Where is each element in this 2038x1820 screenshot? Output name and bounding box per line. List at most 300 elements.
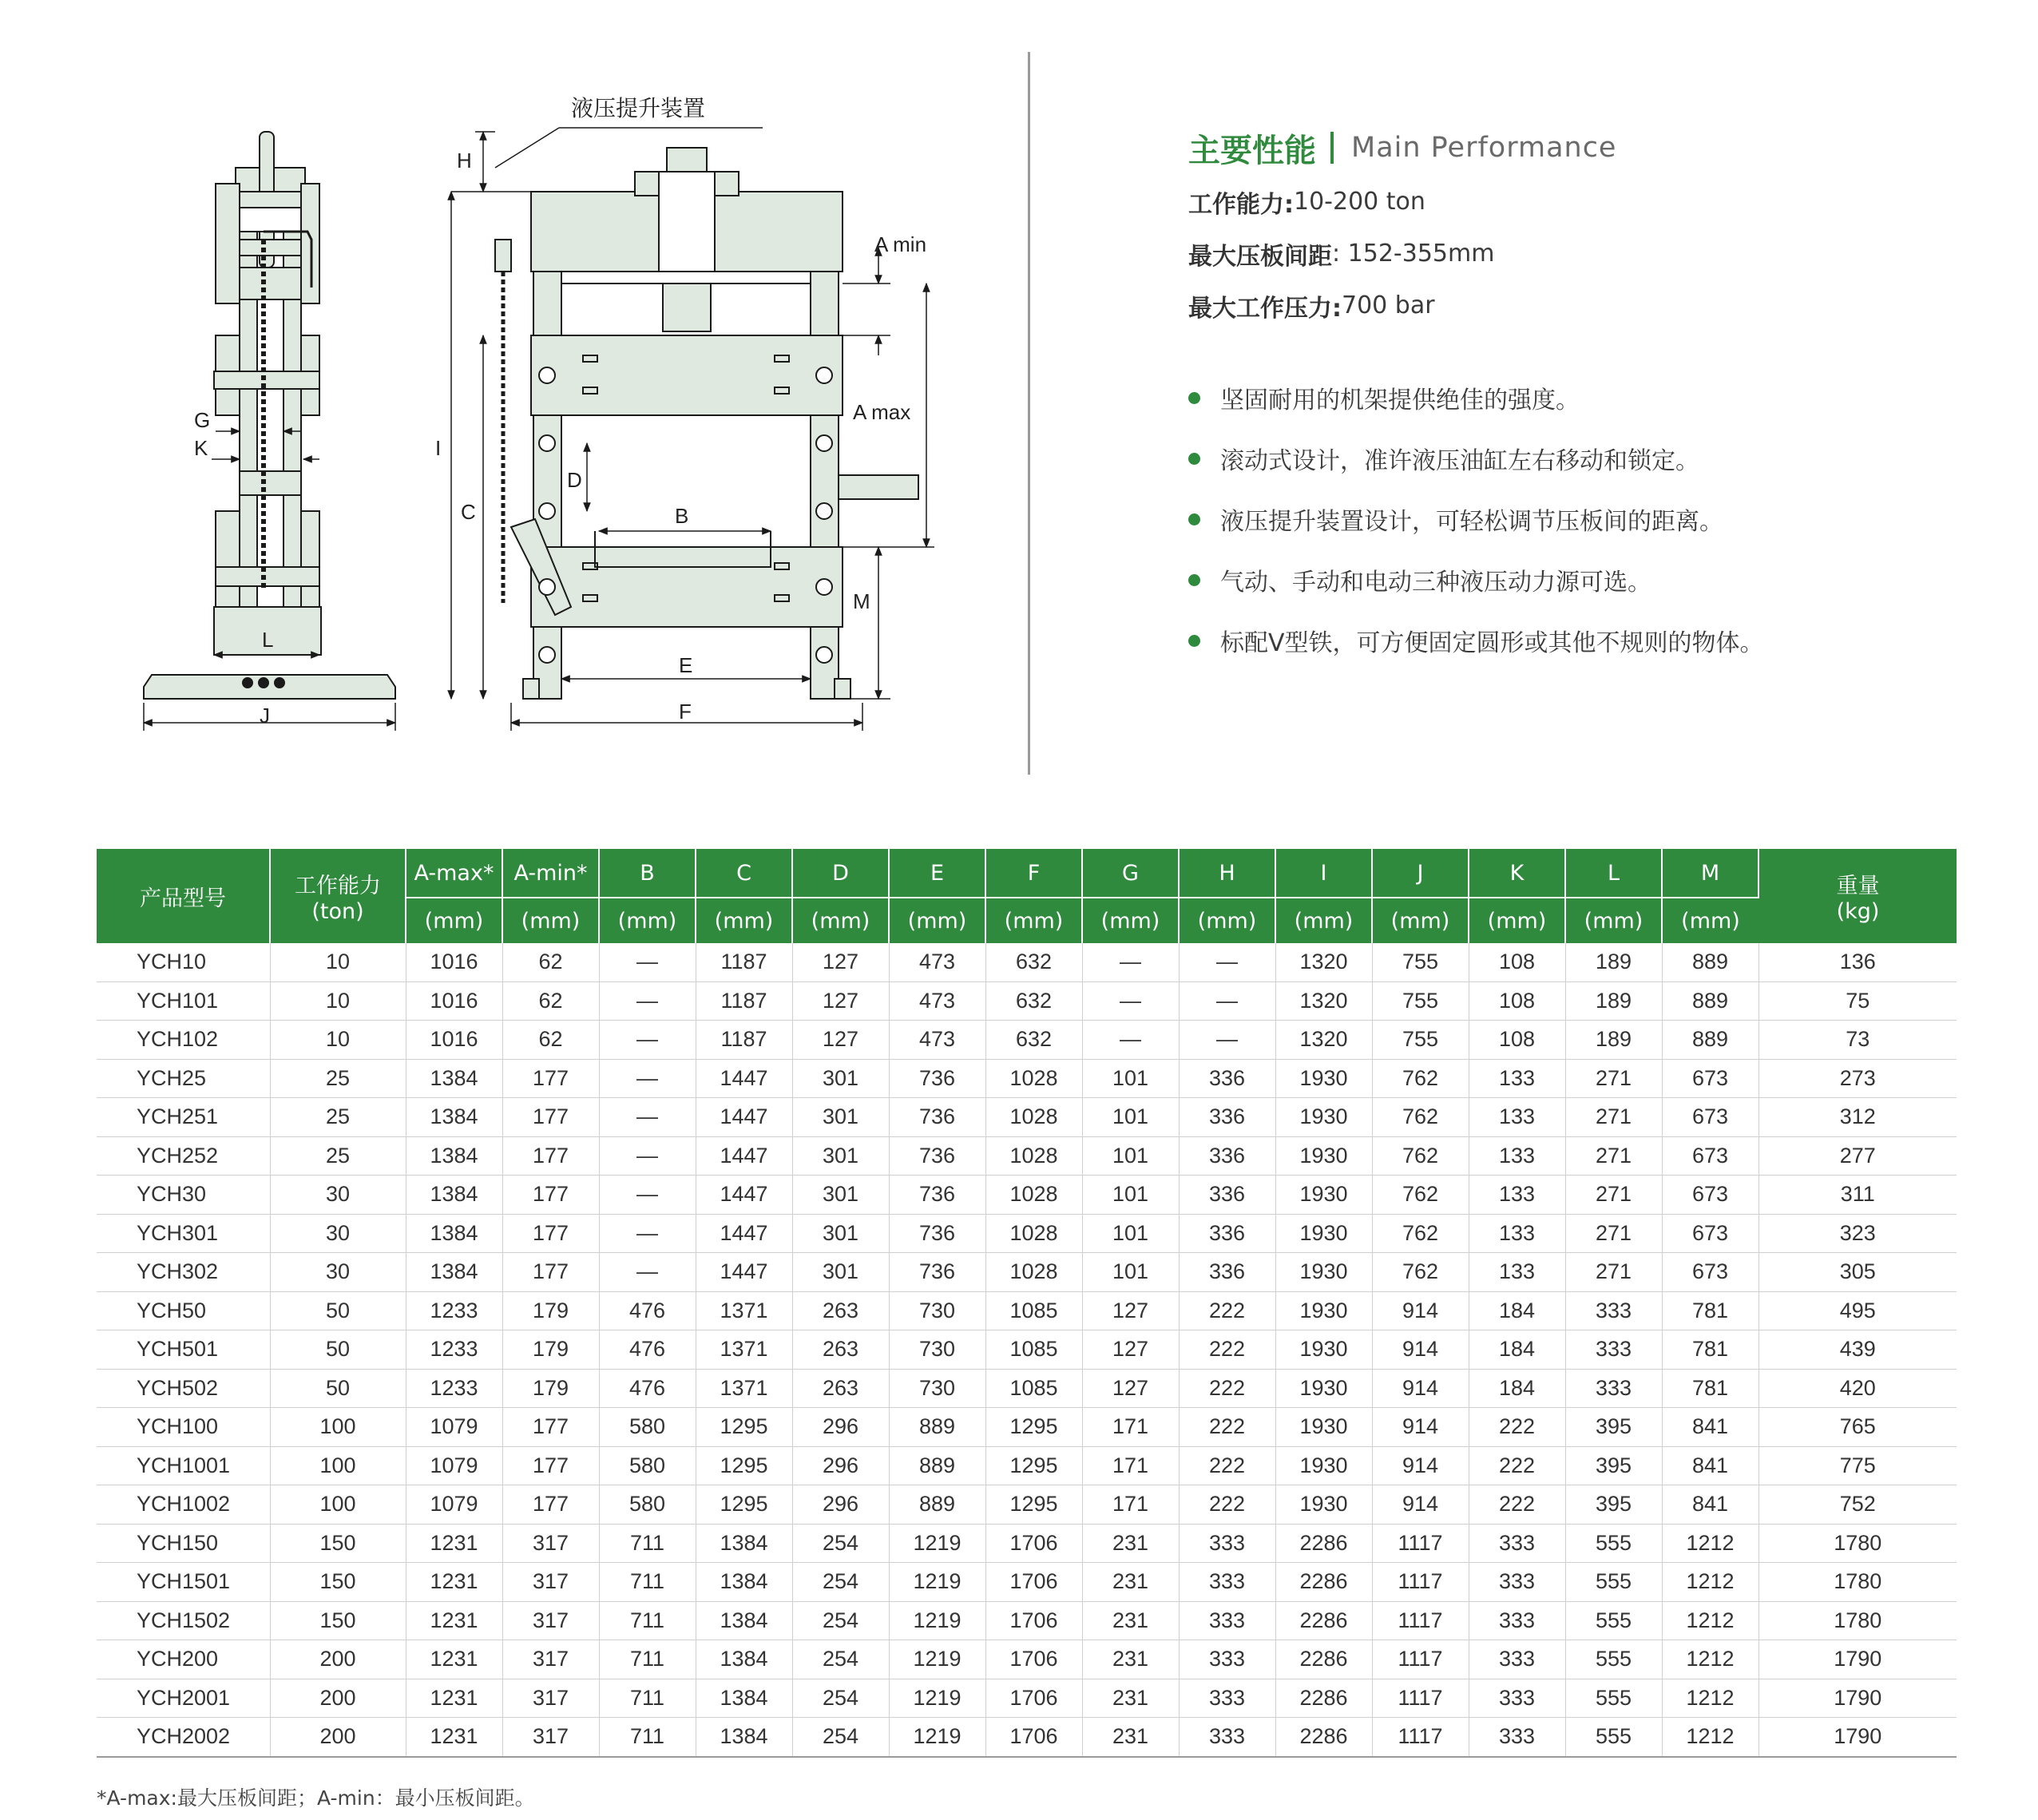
- table-cell: 177: [502, 1446, 599, 1485]
- table-cell: 711: [599, 1563, 696, 1602]
- table-cell: 1231: [406, 1601, 502, 1640]
- table-cell: —: [599, 1214, 696, 1253]
- header-unit: (mm): [696, 898, 792, 943]
- header-col-amax: A-max*: [406, 849, 502, 898]
- table-cell: 177: [502, 1214, 599, 1253]
- table-cell: 25: [270, 1059, 406, 1098]
- table-cell: 755: [1372, 1021, 1469, 1060]
- table-cell: 1212: [1662, 1524, 1758, 1563]
- table-cell: YCH10: [97, 943, 270, 981]
- table-cell: 1706: [985, 1524, 1082, 1563]
- header-col-d: D: [792, 849, 889, 898]
- table-cell: —: [599, 1098, 696, 1137]
- table-cell: 336: [1179, 1136, 1275, 1176]
- table-cell: 271: [1565, 1176, 1662, 1215]
- table-cell: 62: [502, 981, 599, 1021]
- header-col-k: K: [1469, 849, 1565, 898]
- table-cell: 841: [1662, 1485, 1758, 1525]
- table-cell: 1295: [696, 1485, 792, 1525]
- header-weight-unit: (kg): [1836, 899, 1880, 924]
- table-cell: 1295: [696, 1408, 792, 1447]
- table-cell: 673: [1662, 1253, 1758, 1292]
- table-cell: 736: [889, 1136, 985, 1176]
- table-cell: 336: [1179, 1176, 1275, 1215]
- table-cell: 75: [1758, 981, 1957, 1021]
- table-cell: 222: [1469, 1485, 1565, 1525]
- table-cell: 231: [1082, 1563, 1179, 1602]
- table-cell: 476: [599, 1330, 696, 1370]
- table-cell: 841: [1662, 1446, 1758, 1485]
- table-cell: 495: [1758, 1291, 1957, 1330]
- table-cell: 177: [502, 1176, 599, 1215]
- table-cell: 1231: [406, 1718, 502, 1757]
- header-unit: (mm): [889, 898, 985, 943]
- table-cell: 323: [1758, 1214, 1957, 1253]
- table-cell: YCH150: [97, 1524, 270, 1563]
- table-cell: 1790: [1758, 1640, 1957, 1679]
- table-cell: 1447: [696, 1176, 792, 1215]
- table-cell: 914: [1372, 1408, 1469, 1447]
- table-row: [97, 1059, 1957, 1098]
- table-cell: 914: [1372, 1446, 1469, 1485]
- table-cell: 200: [270, 1679, 406, 1718]
- table-cell: 1930: [1275, 1176, 1372, 1215]
- table-cell: 136: [1758, 943, 1957, 981]
- table-cell: 1016: [406, 981, 502, 1021]
- table-cell: 1384: [696, 1640, 792, 1679]
- table-cell: —: [1082, 1021, 1179, 1060]
- table-row: [97, 1291, 1957, 1330]
- table-cell: 333: [1469, 1679, 1565, 1718]
- table-cell: 200: [270, 1640, 406, 1679]
- table-cell: 222: [1179, 1485, 1275, 1525]
- table-cell: 476: [599, 1291, 696, 1330]
- table-cell: 179: [502, 1291, 599, 1330]
- table-cell: 580: [599, 1485, 696, 1525]
- table-cell: 150: [270, 1524, 406, 1563]
- table-cell: —: [1082, 943, 1179, 981]
- table-cell: 317: [502, 1718, 599, 1757]
- table-cell: 1231: [406, 1563, 502, 1602]
- table-cell: 189: [1565, 1021, 1662, 1060]
- table-cell: 177: [502, 1136, 599, 1176]
- table-cell: 765: [1758, 1408, 1957, 1447]
- table-cell: 333: [1469, 1640, 1565, 1679]
- table-cell: 1384: [696, 1601, 792, 1640]
- header-col-m: M: [1662, 849, 1758, 898]
- table-cell: 555: [1565, 1563, 1662, 1602]
- table-cell: 1231: [406, 1524, 502, 1563]
- table-row: [97, 1021, 1957, 1060]
- header-weight: [1758, 849, 1957, 943]
- table-cell: 1016: [406, 1021, 502, 1060]
- table-cell: 1706: [985, 1640, 1082, 1679]
- table-cell: 439: [1758, 1330, 1957, 1370]
- table-cell: 301: [792, 1059, 889, 1098]
- feature-text: 标配V型铁，可方便固定圆形或其他不规则的物体。: [1220, 629, 1764, 657]
- table-header: [97, 849, 1957, 943]
- table-cell: 1219: [889, 1718, 985, 1757]
- table-cell: 762: [1372, 1059, 1469, 1098]
- table-cell: 1930: [1275, 1485, 1372, 1525]
- table-cell: 108: [1469, 1021, 1565, 1060]
- table-cell: YCH101: [97, 981, 270, 1021]
- table-cell: 1085: [985, 1291, 1082, 1330]
- table-cell: 100: [270, 1485, 406, 1525]
- performance-title: [1188, 120, 1987, 176]
- table-row: [97, 1446, 1957, 1485]
- table-cell: 1790: [1758, 1718, 1957, 1757]
- vertical-divider: [1028, 52, 1030, 775]
- header-unit: (mm): [1372, 898, 1469, 943]
- header-col-l: L: [1565, 849, 1662, 898]
- dim-G: G: [194, 408, 211, 432]
- table-cell: 1212: [1662, 1563, 1758, 1602]
- table-cell: 271: [1565, 1214, 1662, 1253]
- spec-max-daylight: [1188, 228, 1987, 280]
- performance-panel: [1188, 120, 1987, 671]
- spec-key: 最大压板间距: [1188, 242, 1332, 271]
- table-cell: 222: [1179, 1408, 1275, 1447]
- header-col-c: C: [696, 849, 792, 898]
- table-cell: 1780: [1758, 1563, 1957, 1602]
- table-cell: 1085: [985, 1369, 1082, 1408]
- table-cell: YCH1502: [97, 1601, 270, 1640]
- table-cell: 231: [1082, 1524, 1179, 1563]
- table-cell: 296: [792, 1408, 889, 1447]
- table-cell: 1219: [889, 1524, 985, 1563]
- table-row: [97, 1136, 1957, 1176]
- bullet-icon: [1188, 453, 1200, 465]
- table-cell: 62: [502, 1021, 599, 1060]
- table-cell: 1320: [1275, 943, 1372, 981]
- table-cell: 127: [1082, 1330, 1179, 1370]
- table-cell: 177: [502, 1059, 599, 1098]
- table-cell: YCH301: [97, 1214, 270, 1253]
- table-cell: 1233: [406, 1369, 502, 1408]
- table-cell: 231: [1082, 1640, 1179, 1679]
- table-cell: 1384: [696, 1524, 792, 1563]
- table-cell: 1706: [985, 1601, 1082, 1640]
- table-cell: 333: [1179, 1524, 1275, 1563]
- table-cell: 2286: [1275, 1601, 1372, 1640]
- table-cell: 179: [502, 1330, 599, 1370]
- table-cell: 222: [1179, 1291, 1275, 1330]
- table-cell: 222: [1179, 1369, 1275, 1408]
- feature-item: [1188, 367, 1987, 428]
- header-unit: (mm): [406, 898, 502, 943]
- table-cell: 775: [1758, 1446, 1957, 1485]
- spec-key: 最大工作压力:: [1188, 294, 1342, 323]
- header-unit: (mm): [1082, 898, 1179, 943]
- table-cell: 762: [1372, 1176, 1469, 1215]
- header-unit: (mm): [1179, 898, 1275, 943]
- table-cell: 231: [1082, 1679, 1179, 1718]
- table-cell: 1117: [1372, 1640, 1469, 1679]
- bullet-icon: [1188, 513, 1200, 525]
- feature-item: [1188, 610, 1987, 671]
- table-cell: 1295: [985, 1485, 1082, 1525]
- feature-item: [1188, 428, 1987, 489]
- header-capacity: [270, 849, 406, 943]
- table-cell: 222: [1469, 1408, 1565, 1447]
- table-cell: 1930: [1275, 1369, 1372, 1408]
- table-cell: 100: [270, 1446, 406, 1485]
- table-cell: 333: [1179, 1679, 1275, 1718]
- table-cell: 1384: [406, 1253, 502, 1292]
- spec-value: 700 bar: [1342, 291, 1435, 319]
- table-cell: 171: [1082, 1485, 1179, 1525]
- table-cell: 333: [1469, 1524, 1565, 1563]
- dim-C: C: [461, 500, 476, 524]
- table-cell: 25: [270, 1098, 406, 1137]
- table-cell: 1320: [1275, 981, 1372, 1021]
- table-cell: 333: [1469, 1601, 1565, 1640]
- table-cell: 101: [1082, 1136, 1179, 1176]
- table-row: [97, 981, 1957, 1021]
- table-cell: 1117: [1372, 1601, 1469, 1640]
- dim-K: K: [194, 436, 208, 460]
- table-cell: 301: [792, 1214, 889, 1253]
- table-cell: 1371: [696, 1369, 792, 1408]
- table-cell: 1930: [1275, 1136, 1372, 1176]
- header-unit: (mm): [1565, 898, 1662, 943]
- table-cell: 673: [1662, 1098, 1758, 1137]
- table-cell: 1295: [985, 1408, 1082, 1447]
- table-cell: 1384: [406, 1059, 502, 1098]
- table-cell: 254: [792, 1718, 889, 1757]
- table-cell: 1212: [1662, 1601, 1758, 1640]
- table-cell: YCH50: [97, 1291, 270, 1330]
- press-technical-drawing: [0, 0, 1022, 783]
- spec-key: 工作能力:: [1188, 190, 1294, 219]
- table-cell: 2286: [1275, 1640, 1372, 1679]
- table-row: [97, 1253, 1957, 1292]
- header-col-e: E: [889, 849, 985, 898]
- table-cell: 1212: [1662, 1640, 1758, 1679]
- table-cell: 1384: [406, 1176, 502, 1215]
- table-cell: 889: [889, 1446, 985, 1485]
- feature-list: [1188, 367, 1987, 671]
- table-cell: 30: [270, 1176, 406, 1215]
- dim-B: B: [675, 504, 689, 528]
- table-cell: 133: [1469, 1059, 1565, 1098]
- table-cell: 73: [1758, 1021, 1957, 1060]
- table-cell: 889: [889, 1485, 985, 1525]
- dim-E: E: [679, 653, 693, 677]
- table-cell: 333: [1565, 1330, 1662, 1370]
- table-cell: 10: [270, 1021, 406, 1060]
- table-cell: 473: [889, 1021, 985, 1060]
- table-cell: 108: [1469, 981, 1565, 1021]
- table-cell: YCH102: [97, 1021, 270, 1060]
- table-cell: 10: [270, 981, 406, 1021]
- table-cell: 333: [1179, 1718, 1275, 1757]
- table-cell: 1706: [985, 1563, 1082, 1602]
- table-cell: 1231: [406, 1640, 502, 1679]
- table-cell: 336: [1179, 1253, 1275, 1292]
- table-cell: 317: [502, 1601, 599, 1640]
- table-cell: 333: [1179, 1601, 1275, 1640]
- table-cell: 2286: [1275, 1563, 1372, 1602]
- header-unit: (mm): [1469, 898, 1565, 943]
- table-cell: 50: [270, 1369, 406, 1408]
- table-row: [97, 1098, 1957, 1137]
- table-cell: 254: [792, 1640, 889, 1679]
- table-cell: —: [1179, 981, 1275, 1021]
- table-cell: 914: [1372, 1369, 1469, 1408]
- table-cell: 1187: [696, 943, 792, 981]
- table-cell: 101: [1082, 1176, 1179, 1215]
- table-cell: 762: [1372, 1136, 1469, 1176]
- dim-M: M: [853, 589, 870, 613]
- table-cell: 222: [1469, 1446, 1565, 1485]
- table-cell: 277: [1758, 1136, 1957, 1176]
- table-cell: 1447: [696, 1136, 792, 1176]
- table-row: [97, 943, 1957, 981]
- feature-text: 坚固耐用的机架提供绝佳的强度。: [1220, 387, 1580, 414]
- table-cell: 100: [270, 1408, 406, 1447]
- table-cell: 752: [1758, 1485, 1957, 1525]
- table-cell: 333: [1469, 1718, 1565, 1757]
- table-cell: 101: [1082, 1059, 1179, 1098]
- table-cell: 296: [792, 1485, 889, 1525]
- header-unit: (mm): [599, 898, 696, 943]
- table-cell: 730: [889, 1369, 985, 1408]
- dim-A-min: A min: [874, 232, 927, 256]
- table-cell: 736: [889, 1176, 985, 1215]
- feature-text: 气动、手动和电动三种液压动力源可选。: [1220, 569, 1651, 597]
- table-cell: 25: [270, 1136, 406, 1176]
- table-cell: 271: [1565, 1136, 1662, 1176]
- header-capacity-label: 工作能力: [295, 874, 381, 898]
- table-cell: 889: [889, 1408, 985, 1447]
- table-cell: 1371: [696, 1330, 792, 1370]
- table-cell: 711: [599, 1601, 696, 1640]
- table-cell: 1706: [985, 1718, 1082, 1757]
- table-cell: 200: [270, 1718, 406, 1757]
- table-cell: 62: [502, 943, 599, 981]
- dim-L: L: [262, 628, 274, 652]
- feature-text: 滚动式设计，准许液压油缸左右移动和锁定。: [1220, 447, 1699, 475]
- header-col-h: H: [1179, 849, 1275, 898]
- table-cell: 317: [502, 1640, 599, 1679]
- table-cell: 1028: [985, 1136, 1082, 1176]
- table-cell: 1219: [889, 1601, 985, 1640]
- table-cell: YCH1501: [97, 1563, 270, 1602]
- table-cell: 473: [889, 943, 985, 981]
- table-cell: 555: [1565, 1718, 1662, 1757]
- table-cell: 1447: [696, 1098, 792, 1137]
- header-model-label: 产品型号: [140, 886, 226, 911]
- table-cell: 914: [1372, 1330, 1469, 1370]
- table-cell: 127: [792, 981, 889, 1021]
- table-row: [97, 1679, 1957, 1718]
- header-model: [97, 849, 270, 943]
- header-unit: (mm): [985, 898, 1082, 943]
- table-cell: 1371: [696, 1291, 792, 1330]
- dim-F: F: [679, 700, 692, 724]
- table-cell: 673: [1662, 1176, 1758, 1215]
- table-cell: 1384: [406, 1136, 502, 1176]
- table-cell: 101: [1082, 1214, 1179, 1253]
- table-cell: 336: [1179, 1059, 1275, 1098]
- table-cell: 222: [1179, 1330, 1275, 1370]
- table-cell: 150: [270, 1601, 406, 1640]
- table-cell: 1295: [985, 1446, 1082, 1485]
- table-cell: YCH501: [97, 1330, 270, 1370]
- table-cell: 736: [889, 1214, 985, 1253]
- table-cell: 736: [889, 1253, 985, 1292]
- table-cell: 301: [792, 1136, 889, 1176]
- table-cell: 1930: [1275, 1098, 1372, 1137]
- table-cell: —: [599, 1253, 696, 1292]
- table-cell: —: [599, 943, 696, 981]
- table-cell: 333: [1565, 1291, 1662, 1330]
- header-unit: (mm): [1275, 898, 1372, 943]
- bullet-icon: [1188, 635, 1200, 647]
- table-cell: 184: [1469, 1369, 1565, 1408]
- dim-I: I: [435, 436, 442, 460]
- table-cell: 555: [1565, 1640, 1662, 1679]
- spec-value: 10-200 ton: [1294, 188, 1425, 216]
- table-cell: 1930: [1275, 1408, 1372, 1447]
- table-cell: 1295: [696, 1446, 792, 1485]
- table-cell: 1231: [406, 1679, 502, 1718]
- table-cell: 101: [1082, 1253, 1179, 1292]
- header-weight-label: 重量: [1836, 874, 1880, 898]
- table-cell: 632: [985, 1021, 1082, 1060]
- table-cell: 127: [792, 943, 889, 981]
- table-cell: 1187: [696, 981, 792, 1021]
- table-cell: 231: [1082, 1601, 1179, 1640]
- table-cell: 673: [1662, 1059, 1758, 1098]
- title-separator: [1330, 132, 1334, 164]
- spec-capacity: [1188, 176, 1987, 228]
- table-cell: 914: [1372, 1485, 1469, 1525]
- table-cell: 133: [1469, 1098, 1565, 1137]
- table-cell: 889: [1662, 943, 1758, 981]
- table-cell: 736: [889, 1098, 985, 1137]
- table-cell: YCH1002: [97, 1485, 270, 1525]
- table-cell: 184: [1469, 1330, 1565, 1370]
- table-cell: 189: [1565, 943, 1662, 981]
- table-cell: 580: [599, 1408, 696, 1447]
- table-cell: 673: [1662, 1136, 1758, 1176]
- table-cell: 711: [599, 1718, 696, 1757]
- table-cell: 395: [1565, 1408, 1662, 1447]
- table-cell: 189: [1565, 981, 1662, 1021]
- table-cell: 476: [599, 1369, 696, 1408]
- table-cell: YCH200: [97, 1640, 270, 1679]
- table-cell: 420: [1758, 1369, 1957, 1408]
- table-cell: 127: [1082, 1369, 1179, 1408]
- table-cell: 555: [1565, 1679, 1662, 1718]
- table-cell: 133: [1469, 1176, 1565, 1215]
- table-cell: 171: [1082, 1408, 1179, 1447]
- table-cell: 914: [1372, 1291, 1469, 1330]
- table-cell: 317: [502, 1679, 599, 1718]
- feature-item: [1188, 489, 1987, 549]
- table-cell: 1028: [985, 1253, 1082, 1292]
- table-cell: 762: [1372, 1214, 1469, 1253]
- table-cell: 1212: [1662, 1679, 1758, 1718]
- table-body: [97, 943, 1957, 1757]
- table-cell: 127: [1082, 1291, 1179, 1330]
- dim-D: D: [567, 468, 582, 492]
- table-cell: 2286: [1275, 1679, 1372, 1718]
- table-cell: 1780: [1758, 1601, 1957, 1640]
